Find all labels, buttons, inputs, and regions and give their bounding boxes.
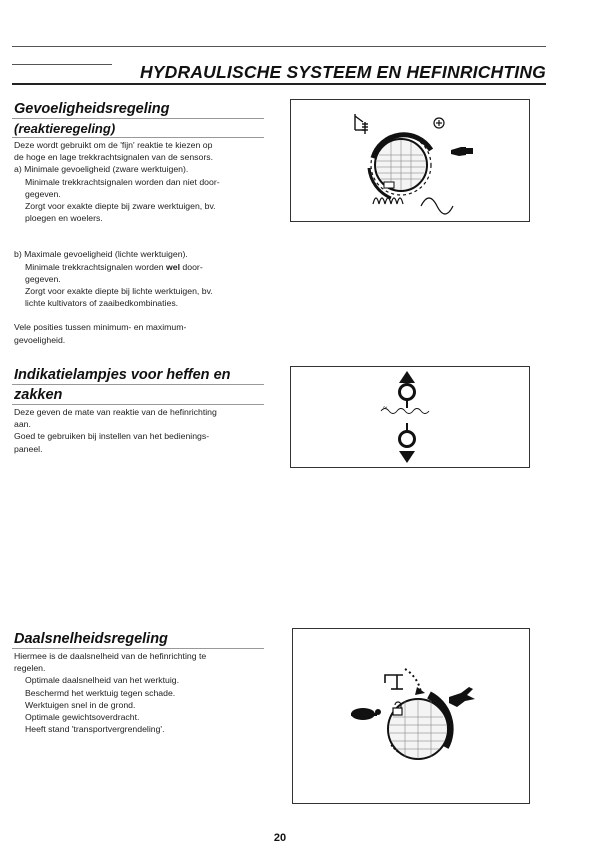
implement-icon (385, 675, 403, 689)
section1-rule-1 (12, 118, 264, 119)
item-a-line: Zorgt voor exakte diepte bij zware werktuigen, bv. (25, 201, 216, 212)
section1-body (14, 139, 266, 346)
section2-rule-1 (12, 384, 264, 385)
section3-body (14, 650, 266, 735)
section3-intro: regelen. (14, 663, 46, 674)
tortoise-icon (351, 708, 381, 720)
section3-item: Werktuigen snel in de grond. (25, 699, 136, 710)
svg-text:~: ~ (383, 403, 388, 412)
depth-marker-icon (355, 114, 368, 134)
lock-icon (393, 702, 402, 715)
item-a-line: ploegen en woelers. (25, 213, 103, 224)
header-rule-top (12, 46, 546, 47)
section2-line: paneel. (14, 443, 43, 454)
item-b-text: Minimale trekkrachtsignalen worden (25, 261, 166, 272)
item-b-text: door- (180, 261, 203, 272)
section1-rule-2 (12, 137, 264, 138)
wavy-line-icon (381, 409, 429, 414)
sensitivity-diagram (291, 100, 529, 221)
section2-line: aan. (14, 419, 31, 430)
item-a-line: Minimale trekkrachtsignalen worden dan niet door- (25, 176, 220, 187)
header-rule-bottom (12, 83, 546, 85)
drop-speed-panel (292, 628, 530, 804)
section2-body (14, 406, 266, 455)
item-a-line: gegeven. (25, 188, 61, 199)
page-title: HYDRAULISCHE SYSTEEM EN HEFINRICHTING (139, 62, 546, 82)
item-b-emphasis: wel (166, 261, 181, 272)
hand-pointer-icon (451, 147, 473, 156)
item-b-line: gegeven. (25, 273, 61, 284)
section3-item: Optimale daalsnelheid van het werktuig. (25, 675, 180, 686)
item-b-label: b) Maximale gevoeligheid (lichte werktuigen). (14, 249, 188, 260)
wave-low-icon (421, 198, 453, 214)
item-b-line: lichte kultivators of zaaibedkombinaties. (25, 298, 179, 309)
sensitivity-panel (290, 99, 530, 222)
hare-icon (449, 687, 475, 707)
section2-line: Deze geven de mate van reaktie van de hefinrichting (14, 407, 217, 417)
section3-intro: Hiermee is de daalsnelheid van de hefinrichting te (14, 651, 207, 661)
section2-line: Goed te gebruiken bij instellen van het bedienings- (14, 431, 210, 442)
page-number: 20 (273, 832, 287, 844)
indicator-lamps-diagram (291, 367, 529, 467)
section3-item: Optimale gewichtsoverdracht. (25, 712, 140, 723)
section-heading-sensitivity: Gevoeligheidsregeling (14, 101, 170, 117)
raise-lamp-icon (399, 371, 415, 408)
section3-item: Beschermd het werktuig tegen schade. (25, 687, 176, 698)
section3-rule-1 (12, 648, 264, 649)
intro-line: Deze wordt gebruikt om de 'fijn' reaktie te kiezen op (14, 140, 213, 150)
item-b-line: Zorgt voor exakte diepte bij lichte werktuigen, bv. (25, 286, 213, 297)
item-b-line (14, 261, 266, 273)
drop-speed-dial-icon (388, 695, 450, 759)
item-a-label: a) Minimale gevoeligheid (zware werktuigen). (14, 164, 189, 175)
footer-line: gevoeligheid. (14, 334, 66, 345)
section-heading-drop-speed: Daalsnelheidsregeling (14, 631, 168, 647)
section-heading-indicator-lamps-2: zakken (14, 387, 63, 403)
plus-circle-icon (434, 118, 444, 128)
lower-lamp-icon (399, 423, 415, 463)
header-rule-left (12, 64, 112, 65)
drop-speed-diagram (293, 629, 529, 803)
sensitivity-dial-icon (369, 135, 431, 198)
section-heading-indicator-lamps: Indikatielampjes voor heffen en (14, 367, 231, 383)
wave-high-icon (373, 198, 403, 204)
section2-rule-2 (12, 404, 264, 405)
intro-line: de hoge en lage trekkrachtsignalen van de sensors. (14, 152, 213, 163)
indicator-lamps-panel (290, 366, 530, 468)
footer-line: Vele posities tussen minimum- en maximum- (14, 322, 187, 333)
section3-item: Heeft stand 'transportvergrendeling'. (25, 724, 165, 735)
section-subheading-reaction: (reaktieregeling) (14, 121, 116, 136)
